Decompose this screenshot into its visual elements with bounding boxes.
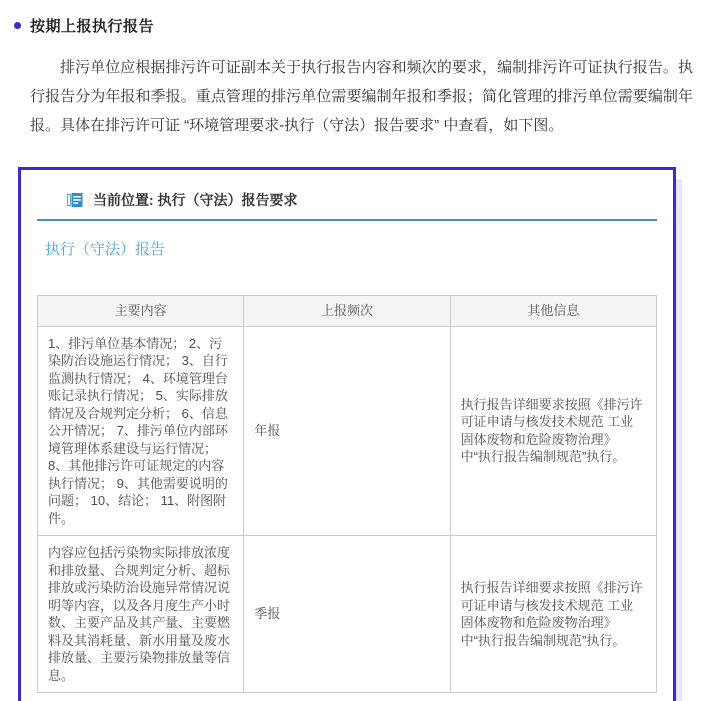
table-header-row xyxy=(38,296,657,327)
section-heading-text: 按期上报执行报告 xyxy=(30,18,155,35)
cell-frequency-quarterly: 季报 xyxy=(244,536,450,693)
cell-main-content-annual: 1、排污单位基本情况； 2、污染防治设施运行情况； 3、自行监测执行情况； 4、环境管理台账记录执行情况； 5、实际排放情况及合规判定分析； 6、信息公开情况； 7、排污单位内部环境管理体系建设与运行情况； 8、其他排污许可证规定的内容执行情况； 9、其他需要说明的问题； 10、结论； 11、附图附件。 xyxy=(38,326,244,536)
document-page xyxy=(0,15,722,701)
bullet-icon xyxy=(14,22,21,29)
report-requirements-table xyxy=(37,295,657,693)
column-header-other-info: 其他信息 xyxy=(450,296,656,327)
cell-other-info-annual: 执行报告详细要求按照《排污许可证申请与核发技术规范 工业固体废物和危险废物治理》中“执行报告编制规范”执行。 xyxy=(450,326,656,536)
section-heading xyxy=(14,15,722,36)
cell-main-content-quarterly: 内容应包括污染物实际排放浓度和排放量、合规判定分析、超标排放或污染防治设施异常情况说明等内容，以及各月度生产小时数、主要产品及其产量、主要燃料及其消耗量、新水用量及废水排放量、主要污染物排放量等信息。 xyxy=(38,536,244,693)
cell-other-info-quarterly: 执行报告详细要求按照《排污许可证申请与核发技术规范 工业固体废物和危险废物治理》中“执行报告编制规范”执行。 xyxy=(450,536,656,693)
journal-icon xyxy=(67,192,83,208)
column-header-frequency: 上报频次 xyxy=(244,296,450,327)
breadcrumb-label: 当前位置: 执行（守法）报告要求 xyxy=(93,192,298,208)
column-header-main-content: 主要内容 xyxy=(38,296,244,327)
table-row-quarterly xyxy=(38,536,657,693)
breadcrumb xyxy=(37,190,657,221)
report-section-title: 执行（守法）报告 xyxy=(45,241,166,258)
intro-paragraph: 排污单位应根据排污许可证副本关于执行报告内容和频次的要求，编制排污许可证执行报告。执行报告分为年报和季报。重点管理的排污单位需要编制年报和季报；简化管理的排污单位需要编制年报。具体在排污许可证 “环境管理要求-执行（守法）报告要求” 中查看，如下图。 xyxy=(30,59,693,134)
cell-frequency-annual: 年报 xyxy=(244,326,450,536)
table-row-annual xyxy=(38,326,657,536)
screenshot-frame xyxy=(18,167,676,701)
